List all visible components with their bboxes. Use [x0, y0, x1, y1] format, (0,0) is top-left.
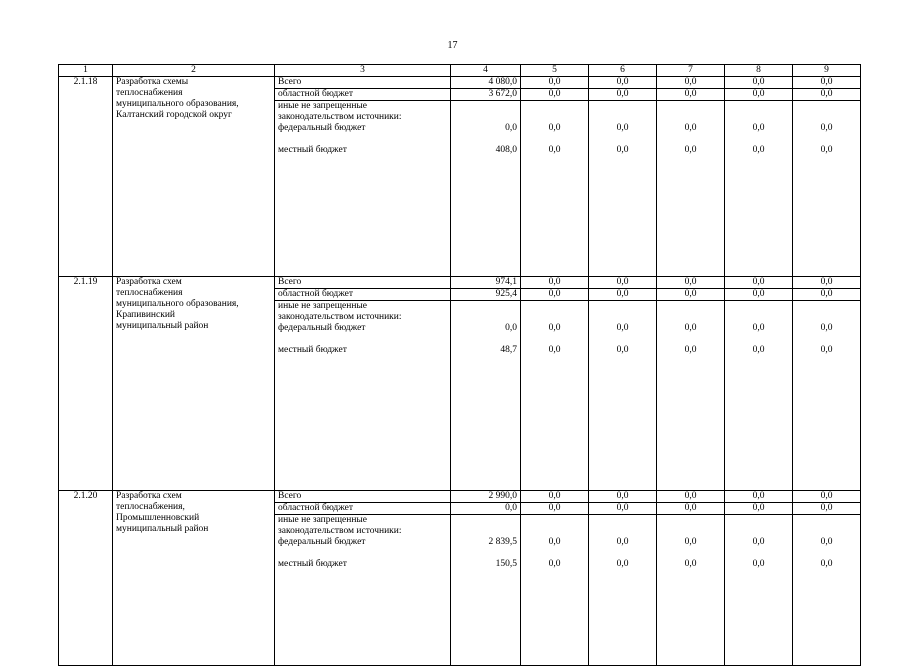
value-regional: 0,0: [793, 503, 861, 515]
source-label-other-1: иные не запрещенные: [278, 515, 368, 525]
value-total: 4 080,0: [451, 77, 521, 89]
value-federal: 0,0: [616, 123, 629, 133]
header-cell: 9: [793, 65, 861, 77]
value-regional: 3 672,0: [451, 89, 521, 101]
value-local: 0,0: [820, 145, 833, 155]
value-other-sources: [451, 301, 521, 491]
item-name-line: муниципальный район: [116, 321, 209, 331]
value-federal: 0,0: [548, 123, 561, 133]
value-local: 0,0: [684, 559, 697, 569]
value-other-sources: [657, 101, 725, 277]
source-label-other-2: законодательством источники:: [278, 526, 402, 536]
item-name: [113, 277, 275, 491]
value-local: 0,0: [616, 559, 629, 569]
value-local: 0,0: [548, 559, 561, 569]
value-total: 2 990,0: [451, 491, 521, 503]
item-number: 2.1.18: [59, 77, 113, 277]
item-name-line: теплоснабжения: [116, 288, 183, 298]
value-federal: 0,0: [752, 323, 765, 333]
value-other-sources: [725, 101, 793, 277]
item-name-line: Разработка схем: [116, 491, 182, 501]
source-label-local: местный бюджет: [278, 559, 347, 569]
value-local: 0,0: [752, 145, 765, 155]
page-number: 17: [447, 40, 458, 51]
item-name-line: Разработка схем: [116, 277, 182, 287]
value-federal: 0,0: [616, 537, 629, 547]
source-labels-other: [275, 515, 451, 666]
source-labels-other: [275, 101, 451, 277]
header-cell: 2: [113, 65, 275, 77]
value-federal: 0,0: [684, 537, 697, 547]
item-name-line: Разработка схемы: [116, 77, 189, 87]
source-label-total: Всего: [275, 491, 451, 503]
value-regional: 0,0: [657, 503, 725, 515]
value-federal: 2 839,5: [488, 537, 517, 547]
source-label-regional: областной бюджет: [275, 289, 451, 301]
value-regional: 0,0: [657, 289, 725, 301]
source-label-other-1: иные не запрещенные: [278, 301, 368, 311]
budget-table: [58, 64, 861, 666]
value-regional: 0,0: [589, 89, 657, 101]
value-total: 0,0: [793, 277, 861, 289]
value-federal: 0,0: [820, 537, 833, 547]
value-regional: 0,0: [451, 503, 521, 515]
value-local: 0,0: [684, 145, 697, 155]
source-label-other-2: законодательством источники:: [278, 312, 402, 322]
value-local: 408,0: [495, 145, 517, 155]
value-local: 0,0: [820, 559, 833, 569]
value-federal: 0,0: [548, 323, 561, 333]
item-number: 2.1.19: [59, 277, 113, 491]
value-other-sources: [521, 101, 589, 277]
value-other-sources: [451, 515, 521, 666]
source-labels-other: [275, 301, 451, 491]
source-label-local: местный бюджет: [278, 345, 347, 355]
item-name-line: муниципального образования,: [116, 299, 239, 309]
source-label-total: Всего: [275, 77, 451, 89]
value-total: 0,0: [725, 277, 793, 289]
value-local: 0,0: [616, 345, 629, 355]
item-name-line: муниципального образования,: [116, 99, 239, 109]
value-total: 0,0: [725, 77, 793, 89]
value-federal: 0,0: [820, 123, 833, 133]
header-cell: 7: [657, 65, 725, 77]
value-total: 0,0: [793, 77, 861, 89]
value-regional: 0,0: [589, 503, 657, 515]
value-federal: 0,0: [820, 323, 833, 333]
source-label-federal: федеральный бюджет: [278, 123, 366, 133]
source-label-total: Всего: [275, 277, 451, 289]
source-label-regional: областной бюджет: [275, 89, 451, 101]
value-regional: 0,0: [521, 89, 589, 101]
value-total: 0,0: [521, 277, 589, 289]
value-regional: 0,0: [725, 289, 793, 301]
value-federal: 0,0: [505, 323, 517, 333]
item-name: [113, 77, 275, 277]
value-other-sources: [793, 515, 861, 666]
table-row-total: [59, 491, 861, 503]
header-cell: 3: [275, 65, 451, 77]
value-other-sources: [725, 515, 793, 666]
value-federal: 0,0: [505, 123, 517, 133]
table-row-total: [59, 277, 861, 289]
value-other-sources: [589, 515, 657, 666]
table-body: [59, 65, 861, 666]
value-federal: 0,0: [684, 123, 697, 133]
value-local: 48,7: [500, 345, 517, 355]
value-total: 0,0: [725, 491, 793, 503]
item-name-line: теплоснабжения: [116, 88, 183, 98]
value-federal: 0,0: [548, 537, 561, 547]
value-other-sources: [521, 515, 589, 666]
header-cell: 6: [589, 65, 657, 77]
value-regional: 0,0: [657, 89, 725, 101]
value-other-sources: [793, 301, 861, 491]
header-cell: 5: [521, 65, 589, 77]
value-other-sources: [657, 515, 725, 666]
value-federal: 0,0: [752, 123, 765, 133]
item-name-line: Промышленновский: [116, 513, 200, 523]
value-other-sources: [589, 101, 657, 277]
value-local: 0,0: [548, 145, 561, 155]
value-total: 0,0: [589, 491, 657, 503]
value-federal: 0,0: [752, 537, 765, 547]
header-cell: 1: [59, 65, 113, 77]
value-regional: 0,0: [793, 289, 861, 301]
value-federal: 0,0: [616, 323, 629, 333]
header-row: [59, 65, 861, 77]
item-number: 2.1.20: [59, 491, 113, 666]
source-label-regional: областной бюджет: [275, 503, 451, 515]
value-regional: 925,4: [451, 289, 521, 301]
value-other-sources: [725, 301, 793, 491]
value-other-sources: [451, 101, 521, 277]
source-label-local: местный бюджет: [278, 145, 347, 155]
value-local: 0,0: [752, 345, 765, 355]
value-total: 0,0: [521, 77, 589, 89]
source-label-federal: федеральный бюджет: [278, 323, 366, 333]
item-name-line: Крапивинский: [116, 310, 175, 320]
value-local: 0,0: [548, 345, 561, 355]
item-name-line: муниципальный район: [116, 524, 209, 534]
value-regional: 0,0: [521, 503, 589, 515]
value-other-sources: [657, 301, 725, 491]
item-name-line: Калтанский городской округ: [116, 110, 232, 120]
source-label-other-1: иные не запрещенные: [278, 101, 368, 111]
value-regional: 0,0: [725, 503, 793, 515]
source-label-other-2: законодательством источники:: [278, 112, 402, 122]
value-other-sources: [793, 101, 861, 277]
value-federal: 0,0: [684, 323, 697, 333]
value-regional: 0,0: [589, 289, 657, 301]
source-label-federal: федеральный бюджет: [278, 537, 366, 547]
value-total: 0,0: [657, 77, 725, 89]
value-total: 0,0: [589, 277, 657, 289]
header-cell: 8: [725, 65, 793, 77]
table-row-total: [59, 77, 861, 89]
value-total: 0,0: [657, 491, 725, 503]
value-other-sources: [589, 301, 657, 491]
value-local: 0,0: [820, 345, 833, 355]
value-local: 150,5: [495, 559, 517, 569]
value-total: 0,0: [657, 277, 725, 289]
value-local: 0,0: [684, 345, 697, 355]
value-regional: 0,0: [725, 89, 793, 101]
value-total: 0,0: [589, 77, 657, 89]
value-local: 0,0: [752, 559, 765, 569]
value-total: 974,1: [451, 277, 521, 289]
value-regional: 0,0: [793, 89, 861, 101]
header-cell: 4: [451, 65, 521, 77]
value-regional: 0,0: [521, 289, 589, 301]
item-name-line: теплоснабжения,: [116, 502, 185, 512]
value-total: 0,0: [521, 491, 589, 503]
item-name: [113, 491, 275, 666]
value-total: 0,0: [793, 491, 861, 503]
value-local: 0,0: [616, 145, 629, 155]
value-other-sources: [521, 301, 589, 491]
